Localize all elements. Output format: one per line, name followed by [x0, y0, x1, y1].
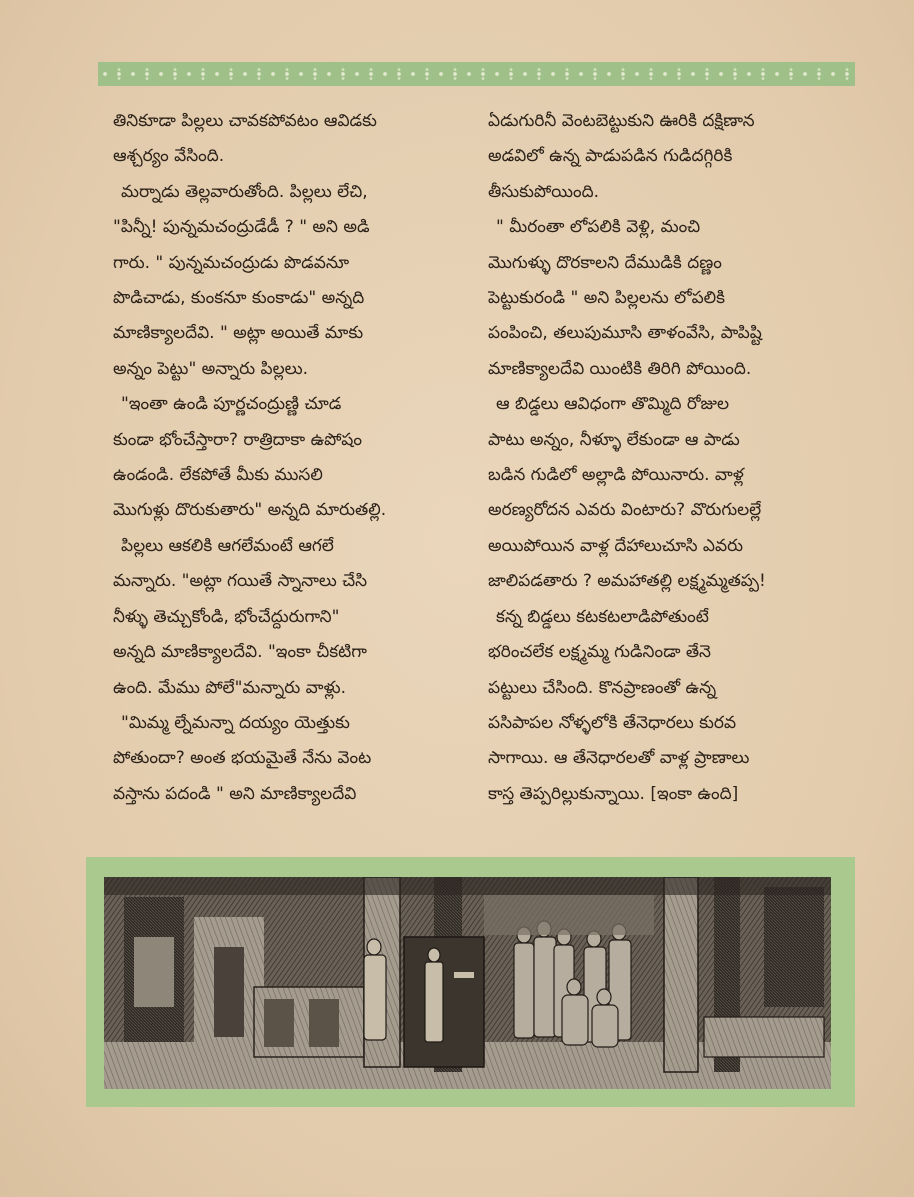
- text-line: ఆ బిడ్డలు ఆవిధంగా తొమ్మిది రోజుల: [496, 394, 730, 415]
- text-line: మాణిక్యాలదేవి యింటికి తిరిగి పోయింది.: [488, 358, 752, 379]
- text-line: ఆశ్చర్యం వేసింది.: [113, 146, 225, 167]
- decorative-header-band: [98, 62, 855, 86]
- text-line: అరణ్యరోదన ఎవరు వింటారు? వొరుగులల్లే: [488, 500, 762, 521]
- text-line: అయిపోయిన వాళ్ల దేహాలుచూసి ఎవరు: [488, 535, 744, 556]
- text-line: మొగుళ్ళు దొరకాలని దేముడికి దణ్ణం: [488, 252, 722, 273]
- text-line: ఉండండి. లేకపోతే మీకు ముసలి: [113, 465, 323, 486]
- text-line: సాగాయి. ఆ తేనెధారలతో వాళ్ల ప్రాణాలు: [488, 748, 750, 769]
- text-line: కాస్త తెప్పరిల్లుకున్నాయి. [ఇంకా ఉంది]: [488, 783, 739, 804]
- text-line: మాణిక్యాలదేవి. " అట్లా అయితే మాకు: [113, 323, 364, 344]
- text-column-right: [488, 104, 853, 812]
- text-line: కన్న బిడ్డలు కటకటలాడిపోతుంటే: [496, 606, 709, 627]
- text-line: "పిన్నీ! పున్నమచంద్రుడేడీ ? " అని అడి: [113, 217, 370, 238]
- text-line: " మీరంతా లోపలికి వెళ్లి, మంచి: [496, 217, 701, 238]
- text-line: ఏడుగురినీ వెంటబెట్టుకుని ఊరికి దక్షిణాన: [488, 111, 755, 131]
- text-line: పంపించి, తలుపుమూసి తాళంవేసి, పాపిష్టి: [488, 323, 762, 344]
- text-line: జాలిపడతారు ? అమహాతల్లి లక్ష్మమ్మతప్ప!: [488, 571, 766, 592]
- text-line: తీసుకుపోయింది.: [488, 181, 600, 202]
- text-column-left: [113, 104, 470, 812]
- text-line: "మిమ్మ ల్నేమన్నా దయ్యం యెత్తుకు: [121, 712, 350, 733]
- temple-interior-illustration: [104, 877, 831, 1089]
- text-line: పాటు అన్నం, నీళ్ళూ లేకుండా ఆ పాడు: [488, 429, 740, 450]
- text-line: పిల్లలు ఆకలికి ఆగలేమంటే ఆగలే: [121, 535, 334, 556]
- text-line: మన్నారు. "అట్లా గయితే స్నానాలు చేసి: [113, 571, 368, 592]
- text-line: బడిన గుడిలో అల్లాడి పోయినారు. వాళ్ల: [488, 465, 744, 486]
- text-line: పసిపాపల నోళ్ళలోకి తేనెధారలు కురవ: [488, 712, 737, 733]
- text-line: కుండా భోంచేస్తారా? రాత్రిదాకా ఉపోషం: [113, 429, 363, 450]
- text-line: ఉంది. మేము పోలే"మన్నారు వాళ్లు.: [113, 677, 347, 698]
- text-line: గారు. " పున్నమచంద్రుడు పొడవనూ: [113, 252, 350, 273]
- text-line: అడవిలో ఉన్న పాడుపడిన గుడిదగ్గిరికి: [488, 146, 733, 167]
- text-line: పట్టులు చేసింది. కొనప్రాణంతో ఉన్న: [488, 677, 717, 698]
- text-line: నీళ్ళు తెచ్చుకోండి, భోంచేద్దురుగాని": [113, 606, 340, 627]
- text-line: మొగుళ్లు దొరుకుతారు" అన్నది మారుతల్లి.: [113, 500, 387, 521]
- illustration-frame: [86, 857, 855, 1107]
- text-line: "ఇంతా ఉండి పూర్ణచంద్రుణ్ణి చూడ: [121, 394, 342, 415]
- text-line: పోతుందా? అంత భయమైతే నేను వెంట: [113, 748, 372, 769]
- text-line: వస్తాను పదండి " అని మాణిక్యాలదేవి: [113, 783, 357, 804]
- text-line: పొడిచాడు, కుంకనూ కుంకాడు" అన్నది: [113, 288, 365, 309]
- text-line: అన్నది మాణిక్యాలదేవి. "ఇంకా చీకటిగా: [113, 642, 367, 663]
- text-line: తినికూడా పిల్లలు చావకపోవటం ఆవిడకు: [113, 111, 377, 131]
- text-line: భరించలేక లక్ష్మమ్మ గుడినిండా తేనె: [488, 642, 711, 663]
- text-line: పెట్టుకురండి " అని పిల్లలను లోపలికి: [488, 288, 726, 309]
- text-line: అన్నం పెట్టు" అన్నారు పిల్లలు.: [113, 358, 308, 379]
- text-line: మర్నాడు తెల్లవారుతోంది. పిల్లలు లేచి,: [121, 181, 368, 202]
